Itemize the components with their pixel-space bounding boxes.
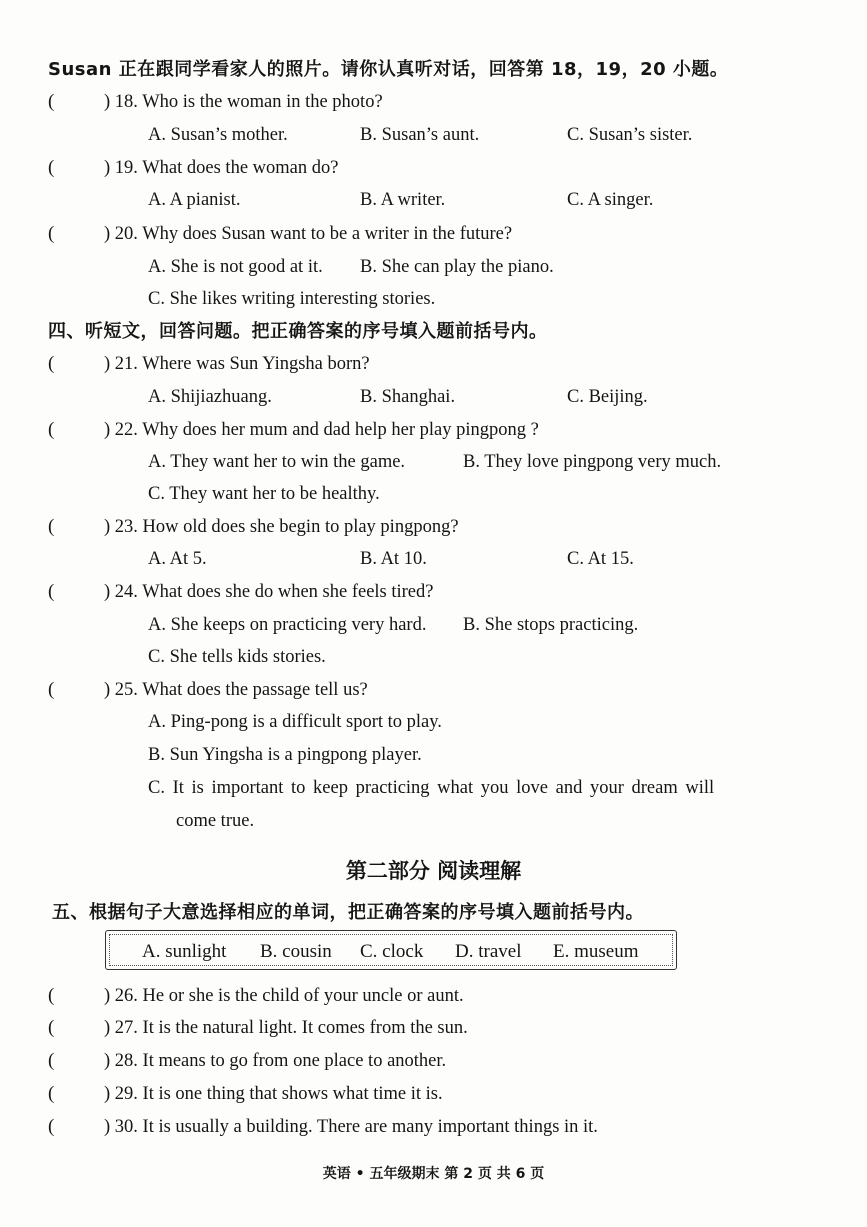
answer-bracket[interactable]: (	[48, 353, 55, 374]
question-28: ) 28. It means to go from one place to another.	[104, 1051, 447, 1071]
q24-option-b: B. She stops practicing.	[463, 615, 639, 635]
question-21: ) 21. Where was Sun Yingsha born?	[104, 354, 370, 374]
answer-bracket[interactable]: (	[48, 581, 55, 602]
word-bank-item: C. clock	[360, 941, 424, 962]
part2-title: 第二部分 阅读理解	[345, 859, 522, 883]
question-27: ) 27. It is the natural light. It comes from the sun.	[104, 1018, 468, 1038]
q20-option-a: A. She is not good at it.	[148, 257, 323, 277]
question-18: ) 18. Who is the woman in the photo?	[104, 92, 383, 112]
answer-bracket[interactable]: (	[48, 1116, 55, 1137]
word-bank-item: B. cousin	[260, 941, 332, 962]
answer-bracket[interactable]: (	[48, 157, 55, 178]
q25-option-a: A. Ping-pong is a difficult sport to play.	[148, 712, 442, 732]
q24-option-c: C. She tells kids stories.	[148, 647, 326, 667]
answer-bracket[interactable]: (	[48, 223, 55, 244]
q18-option-a: A. Susan’s mother.	[148, 125, 288, 145]
q23-option-a: A. At 5.	[148, 549, 207, 569]
question-30: ) 30. It is usually a building. There are many important things in it.	[104, 1117, 598, 1137]
word-bank-item: E. museum	[553, 941, 639, 962]
question-25: ) 25. What does the passage tell us?	[104, 680, 368, 700]
question-23: ) 23. How old does she begin to play pingpong?	[104, 517, 459, 537]
q25-option-c-continued: come true.	[176, 811, 255, 831]
question-29: ) 29. It is one thing that shows what time it is.	[104, 1084, 443, 1104]
section3-instruction: Susan 正在跟同学看家人的照片。请你认真听对话，回答第 18，19，20 小题。	[48, 59, 729, 80]
question-24: ) 24. What does she do when she feels tired?	[104, 582, 434, 602]
q22-option-c: C. They want her to be healthy.	[148, 484, 380, 504]
answer-bracket[interactable]: (	[48, 679, 55, 700]
answer-bracket[interactable]: (	[48, 1017, 55, 1038]
q19-option-a: A. A pianist.	[148, 190, 241, 210]
q20-option-b: B. She can play the piano.	[360, 257, 554, 277]
section4-instruction: 四、听短文，回答问题。把正确答案的序号填入题前括号内。	[48, 321, 548, 342]
answer-bracket[interactable]: (	[48, 91, 55, 112]
q25-option-b: B. Sun Yingsha is a pingpong player.	[148, 745, 422, 765]
q23-option-c: C. At 15.	[567, 549, 634, 569]
q23-option-b: B. At 10.	[360, 549, 427, 569]
page-footer: 英语 • 五年级期末 第 2 页 共 6 页	[322, 1166, 545, 1182]
word-bank-item: D. travel	[455, 941, 522, 962]
q19-option-c: C. A singer.	[567, 190, 654, 210]
q18-option-b: B. Susan’s aunt.	[360, 125, 480, 145]
question-26: ) 26. He or she is the child of your uncle or aunt.	[104, 986, 464, 1006]
q25-option-c: C. It is important to keep practicing what you love and your dream will	[148, 778, 715, 798]
answer-bracket[interactable]: (	[48, 516, 55, 537]
q21-option-a: A. Shijiazhuang.	[148, 387, 272, 407]
word-bank-item: A. sunlight	[142, 941, 227, 962]
question-22: ) 22. Why does her mum and dad help her play pingpong ?	[104, 420, 539, 440]
q18-option-c: C. Susan’s sister.	[567, 125, 693, 145]
q19-option-b: B. A writer.	[360, 190, 446, 210]
answer-bracket[interactable]: (	[48, 419, 55, 440]
q22-option-a: A. They want her to win the game.	[148, 452, 406, 472]
q20-option-c: C. She likes writing interesting stories.	[148, 289, 436, 309]
q22-option-b: B. They love pingpong very much.	[463, 452, 722, 472]
q24-option-a: A. She keeps on practicing very hard.	[148, 615, 427, 635]
section5-instruction: 五、根据句子大意选择相应的单词，把正确答案的序号填入题前括号内。	[52, 902, 644, 923]
question-19: ) 19. What does the woman do?	[104, 158, 339, 178]
answer-bracket[interactable]: (	[48, 1083, 55, 1104]
q21-option-b: B. Shanghai.	[360, 387, 456, 407]
answer-bracket[interactable]: (	[48, 1050, 55, 1071]
q21-option-c: C. Beijing.	[567, 387, 648, 407]
answer-bracket[interactable]: (	[48, 985, 55, 1006]
question-20: ) 20. Why does Susan want to be a writer in the future?	[104, 224, 513, 244]
